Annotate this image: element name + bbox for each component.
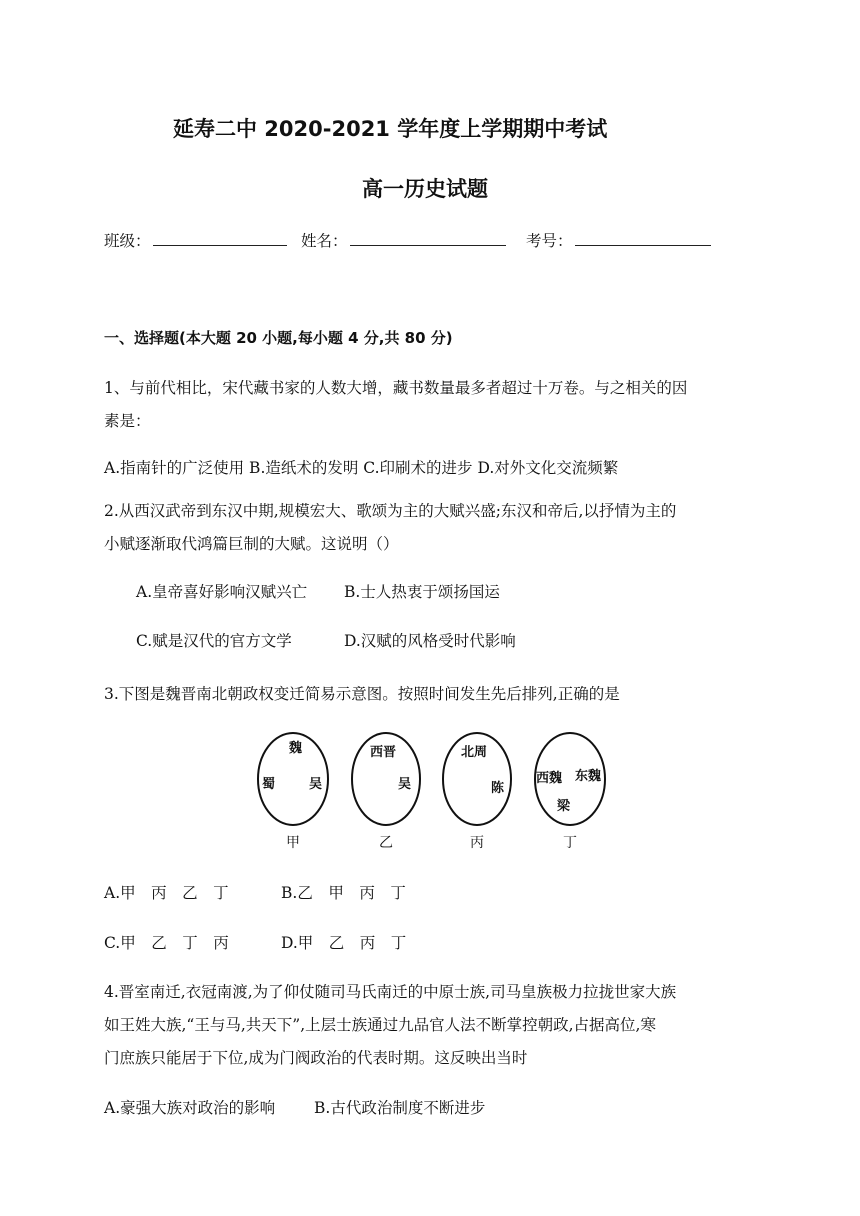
name-wu-1: 吴	[309, 777, 323, 792]
q3-option-b: B.乙 甲 丙 丁	[281, 884, 406, 902]
exam-number-field	[526, 229, 711, 251]
name-dongwei: 东魏	[575, 769, 602, 784]
class-blank	[153, 231, 287, 246]
name-wu-2: 吴	[398, 777, 412, 792]
q3-option-c: C.甲 乙 丁 丙	[104, 934, 229, 952]
label-jia: 甲	[286, 835, 300, 851]
q3-stem: 3.下图是魏晋南北朝政权变迁简易示意图。按照时间发生先后排列,正确的是	[104, 685, 620, 703]
name-beizhou: 北周	[461, 745, 488, 760]
q3-option-a: A.甲 丙 乙 丁	[104, 884, 229, 902]
q4-stem-line3: 门庶族只能居于下位,成为门阀政治的代表时期。这反映出当时	[104, 1049, 528, 1067]
name-chen: 陈	[491, 781, 505, 796]
q4-option-a: A.豪强大族对政治的影响	[104, 1099, 276, 1117]
q4-stem-line1: 4.晋室南迁,衣冠南渡,为了仰仗随司马氏南迁的中原士族,司马皇族极力拉拢世家大族	[104, 983, 677, 1001]
exam-number-label: 考号：	[526, 232, 573, 250]
exam-number-blank	[575, 231, 711, 246]
name-liang: 梁	[557, 799, 571, 814]
label-bing: 丙	[470, 835, 484, 851]
exam-subtitle: 高一历史试题	[362, 177, 488, 201]
name-field	[301, 229, 506, 251]
q2-option-d: D.汉赋的风格受时代影响	[344, 632, 516, 650]
q4-stem-line2: 如王姓大族,“王与马,共天下”,上层士族通过九品官人法不断掌控朝政,占据高位,寒	[104, 1016, 656, 1034]
q2-option-c: C.赋是汉代的官方文学	[136, 632, 292, 650]
name-label: 姓名：	[301, 232, 348, 250]
q2-stem-line1: 2.从西汉武帝到东汉中期,规模宏大、歌颂为主的大赋兴盛;东汉和帝后,以抒情为主的	[104, 502, 677, 520]
section-heading: 一、选择题(本大题 20 小题,每小题 4 分,共 80 分)	[104, 329, 453, 347]
name-blank	[350, 231, 506, 246]
name-xiwei: 西魏	[536, 771, 563, 786]
name-xijin: 西晋	[370, 745, 397, 760]
q1-stem-line2: 素是：	[104, 412, 151, 430]
q2-stem-line2: 小赋逐渐取代鸿篇巨制的大赋。这说明（）	[104, 535, 399, 553]
q2-option-b: B.士人热衷于颂扬国运	[344, 583, 500, 601]
regime-diagram	[250, 728, 620, 858]
label-ding: 丁	[563, 835, 577, 851]
label-yi: 乙	[379, 835, 393, 851]
q4-option-b: B.古代政治制度不断进步	[314, 1099, 486, 1117]
name-wei: 魏	[289, 741, 303, 756]
exam-title: 延寿二中 2020-2021 学年度上学期期中考试	[173, 117, 608, 141]
class-label: 班级：	[104, 232, 151, 250]
class-field	[104, 229, 287, 251]
q3-option-d: D.甲 乙 丙 丁	[281, 934, 407, 952]
q1-options: A.指南针的广泛使用 B.造纸术的发明 C.印刷术的进步 D.对外文化交流频繁	[104, 459, 619, 477]
q2-option-a: A.皇帝喜好影响汉赋兴亡	[136, 583, 308, 601]
name-shu: 蜀	[262, 777, 276, 792]
q1-stem-line1: 1、与前代相比，宋代藏书家的人数大增，藏书数量最多者超过十万卷。与之相关的因	[104, 379, 688, 397]
